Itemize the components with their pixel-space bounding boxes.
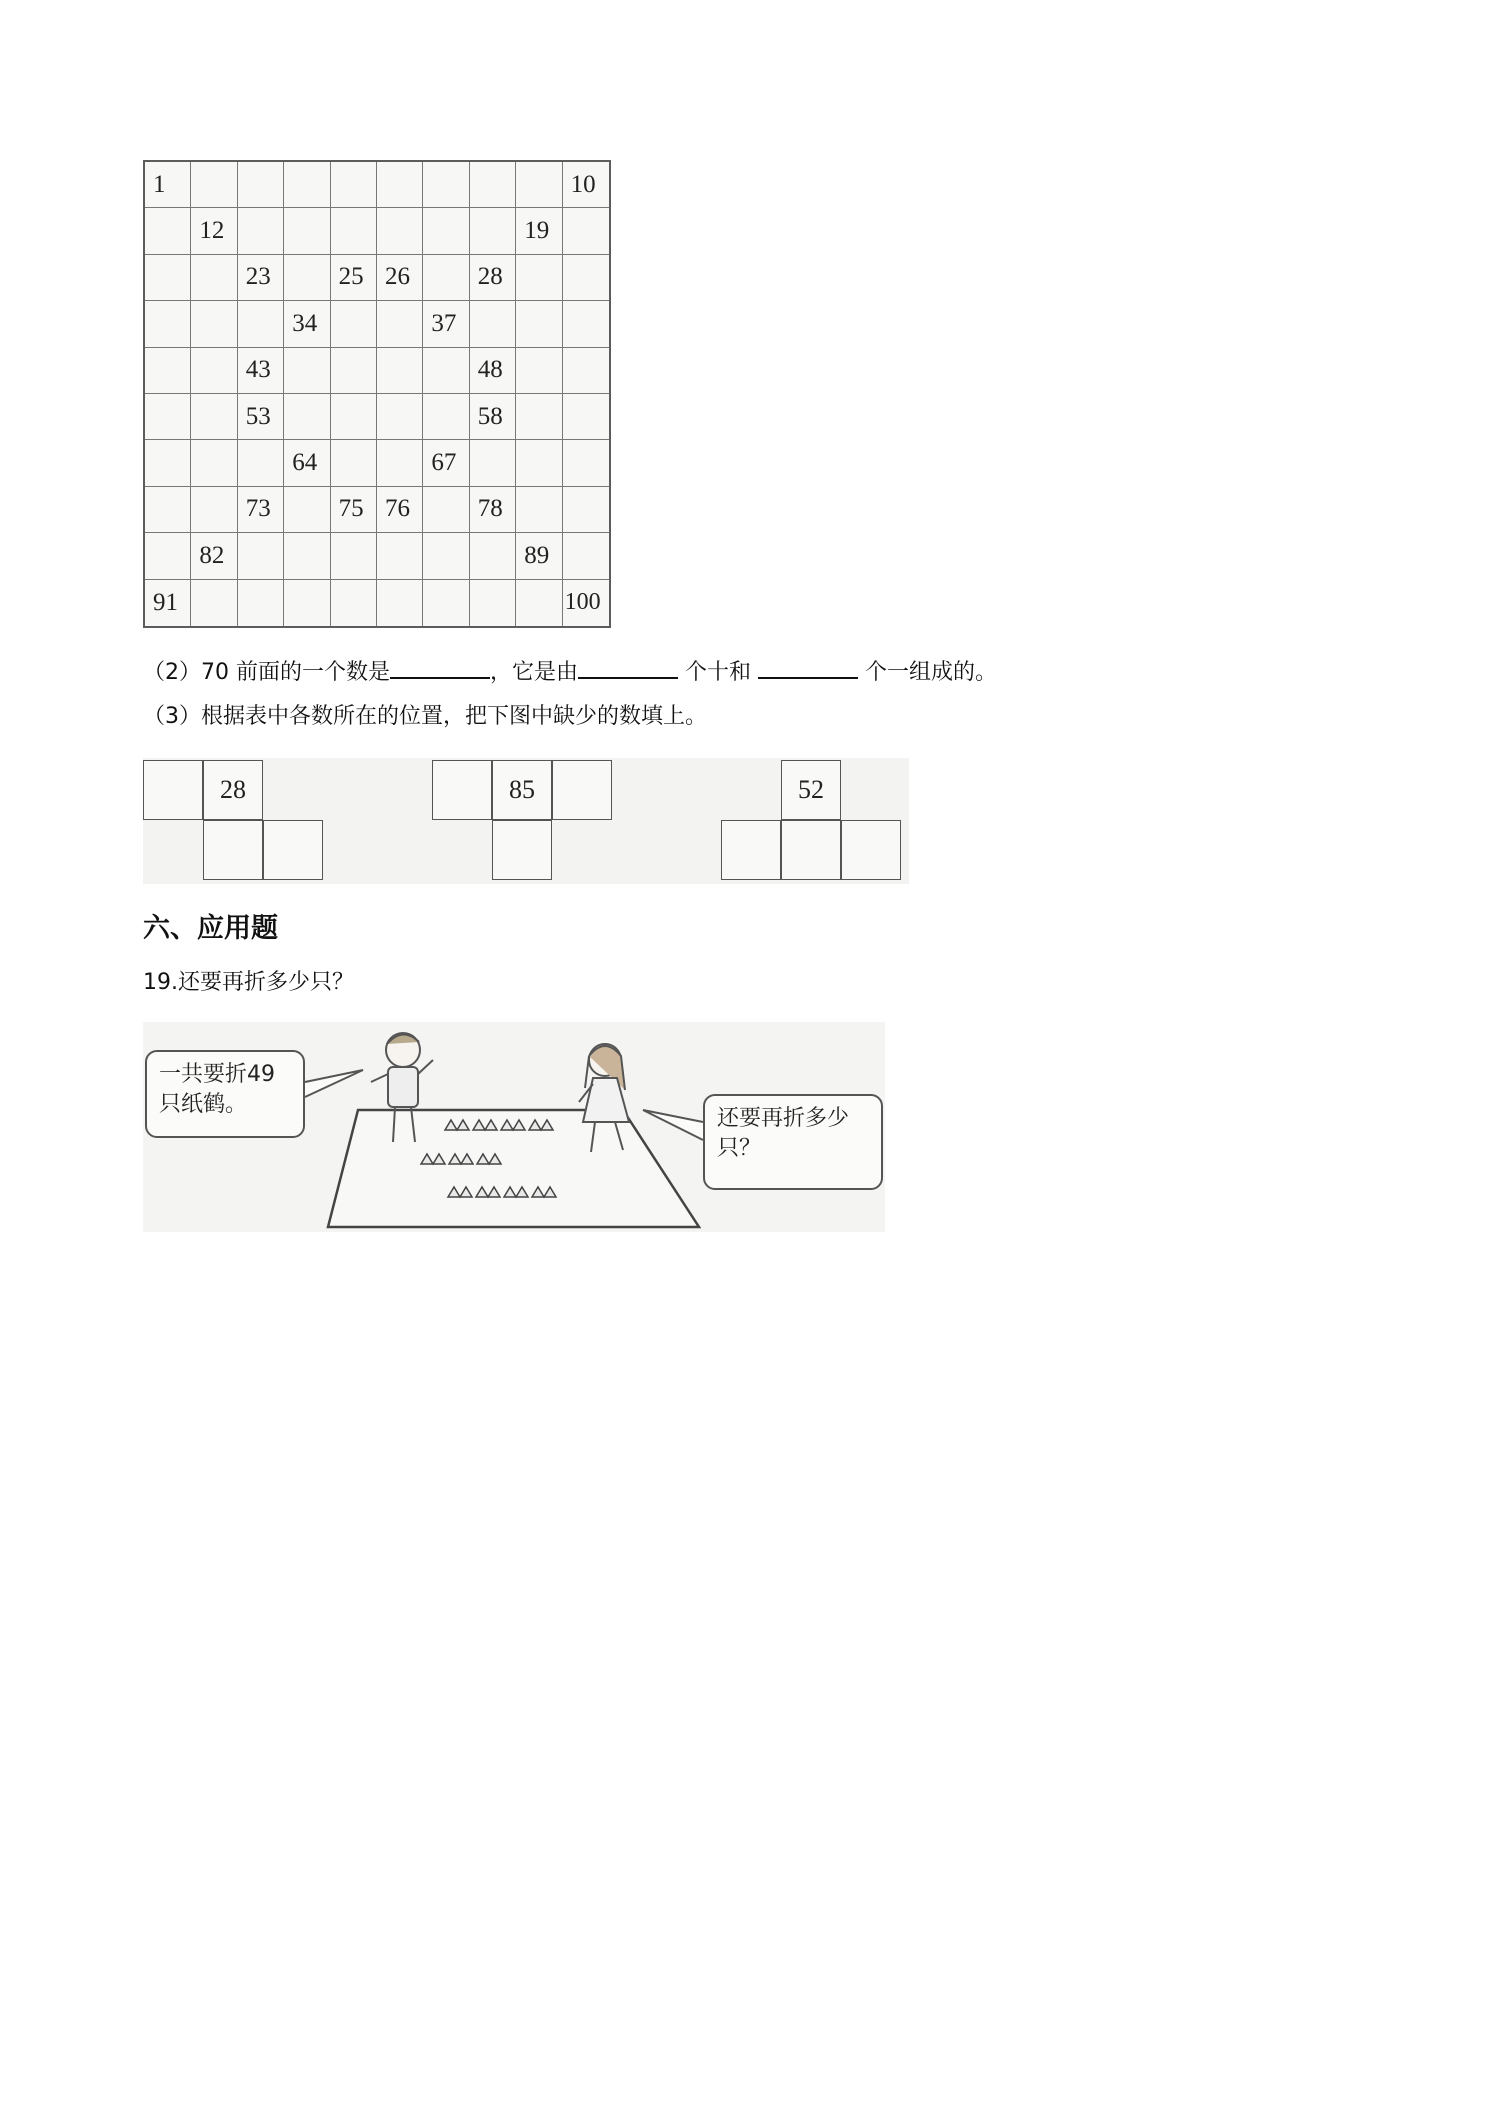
- problem-19-illustration: [143, 1022, 885, 1232]
- grid-fragments: [143, 758, 909, 884]
- grid-cell-number: 91: [145, 580, 191, 626]
- grid-cell-empty[interactable]: [516, 440, 562, 486]
- grid-cell-empty[interactable]: [423, 487, 469, 533]
- grid-cell-number: 76: [377, 487, 423, 533]
- fragment-b-below-blank[interactable]: [492, 820, 552, 880]
- question-2: [143, 655, 997, 688]
- grid-cell-empty[interactable]: [191, 255, 237, 301]
- grid-cell-empty[interactable]: [563, 208, 609, 254]
- grid-cell-empty[interactable]: [563, 533, 609, 579]
- grid-cell-empty[interactable]: [238, 162, 284, 208]
- grid-cell-number: 23: [238, 255, 284, 301]
- boy-bubble-tail: [305, 1070, 363, 1097]
- grid-cell-empty[interactable]: [516, 348, 562, 394]
- grid-cell-empty[interactable]: [516, 162, 562, 208]
- grid-cell-number: 67: [423, 440, 469, 486]
- grid-cell-empty[interactable]: [377, 348, 423, 394]
- grid-cell-empty[interactable]: [516, 301, 562, 347]
- grid-cell-number: 75: [331, 487, 377, 533]
- grid-cell-empty[interactable]: [563, 301, 609, 347]
- grid-cell-empty[interactable]: [331, 208, 377, 254]
- grid-cell-number: 58: [470, 394, 516, 440]
- grid-cell-number: 53: [238, 394, 284, 440]
- question-3: （3）根据表中各数所在的位置，把下图中缺少的数填上。: [143, 704, 707, 729]
- grid-cell-empty[interactable]: [191, 301, 237, 347]
- boy-speech-text: 一共要折49只纸鹤。: [159, 1062, 275, 1117]
- girl-speech-text: 还要再折多少只？: [717, 1106, 850, 1161]
- grid-cell-empty[interactable]: [377, 208, 423, 254]
- table: [328, 1110, 699, 1227]
- question-2-middle2: 个十和: [678, 660, 759, 685]
- question-2-middle: ，它是由: [490, 660, 579, 685]
- grid-cell-empty[interactable]: [470, 580, 516, 626]
- grid-cell-empty[interactable]: [238, 301, 284, 347]
- grid-cell-empty[interactable]: [238, 533, 284, 579]
- grid-cell-empty[interactable]: [423, 162, 469, 208]
- grid-cell-number: 26: [377, 255, 423, 301]
- grid-cell-empty[interactable]: [331, 348, 377, 394]
- grid-cell-empty[interactable]: [377, 440, 423, 486]
- grid-cell-empty[interactable]: [423, 348, 469, 394]
- section-title: 六、应用题: [143, 913, 278, 944]
- fragment-c-below-blank[interactable]: [781, 820, 841, 880]
- grid-cell-number: 34: [284, 301, 330, 347]
- grid-cell-empty[interactable]: [563, 348, 609, 394]
- grid-cell-empty[interactable]: [191, 162, 237, 208]
- grid-cell-number: 78: [470, 487, 516, 533]
- grid-cell-empty[interactable]: [191, 348, 237, 394]
- grid-cell-empty[interactable]: [470, 208, 516, 254]
- grid-cell-empty[interactable]: [284, 394, 330, 440]
- grid-cell-empty[interactable]: [377, 301, 423, 347]
- fragment-b-left-blank[interactable]: [432, 760, 492, 820]
- grid-cell-empty[interactable]: [145, 394, 191, 440]
- grid-cell-number: 10: [563, 162, 609, 208]
- grid-cell-empty[interactable]: [470, 533, 516, 579]
- grid-cell-empty[interactable]: [145, 301, 191, 347]
- fragment-c-known: 52: [781, 760, 841, 820]
- grid-cell-number: 64: [284, 440, 330, 486]
- grid-cell-number: 37: [423, 301, 469, 347]
- grid-cell-empty[interactable]: [284, 162, 330, 208]
- grid-cell-number: 28: [470, 255, 516, 301]
- grid-cell-empty[interactable]: [377, 162, 423, 208]
- grid-cell-empty[interactable]: [516, 580, 562, 626]
- fragment-b-known: 85: [492, 760, 552, 820]
- grid-cell-number: 43: [238, 348, 284, 394]
- question-2-suffix: 个一组成的。: [858, 660, 998, 685]
- answer-blank-1[interactable]: [390, 655, 490, 679]
- grid-cell-empty[interactable]: [563, 394, 609, 440]
- grid-cell-empty[interactable]: [331, 394, 377, 440]
- grid-cell-empty[interactable]: [238, 580, 284, 626]
- grid-cell-empty[interactable]: [284, 533, 330, 579]
- fragment-a-below-right-blank[interactable]: [263, 820, 323, 880]
- answer-blank-2[interactable]: [578, 655, 678, 679]
- grid-cell-empty[interactable]: [470, 301, 516, 347]
- grid-cell-empty[interactable]: [377, 533, 423, 579]
- grid-cell-empty[interactable]: [238, 208, 284, 254]
- grid-cell-number: 19: [516, 208, 562, 254]
- grid-cell-empty[interactable]: [191, 440, 237, 486]
- grid-cell-empty[interactable]: [331, 580, 377, 626]
- grid-cell-empty[interactable]: [331, 440, 377, 486]
- grid-cell-empty[interactable]: [516, 487, 562, 533]
- grid-cell-empty[interactable]: [423, 255, 469, 301]
- grid-cell-number: 100: [564, 589, 601, 616]
- grid-cell-empty[interactable]: [191, 394, 237, 440]
- fragment-a-known: 28: [203, 760, 263, 820]
- grid-cell-empty[interactable]: [145, 208, 191, 254]
- grid-cell-empty[interactable]: [284, 348, 330, 394]
- grid-cell-empty[interactable]: [191, 487, 237, 533]
- grid-cell-number: 25: [331, 255, 377, 301]
- question-2-prefix: （2）70 前面的一个数是: [143, 660, 390, 685]
- grid-cell-empty[interactable]: [191, 580, 237, 626]
- fragment-c-below-left-blank[interactable]: [721, 820, 781, 880]
- grid-cell-empty[interactable]: [377, 580, 423, 626]
- grid-cell-empty[interactable]: [145, 348, 191, 394]
- grid-cell-number: 89: [516, 533, 562, 579]
- grid-cell-empty[interactable]: [423, 208, 469, 254]
- grid-cell-empty[interactable]: [145, 487, 191, 533]
- grid-cell-empty[interactable]: [145, 533, 191, 579]
- fragment-a-below-blank[interactable]: [203, 820, 263, 880]
- grid-cell-number: 1: [145, 162, 191, 208]
- grid-cell-empty[interactable]: [563, 487, 609, 533]
- grid-cell-number: 12: [191, 208, 237, 254]
- grid-cell-empty[interactable]: [423, 533, 469, 579]
- scene-drawing: [143, 1022, 885, 1232]
- fragment-c-below-right-blank[interactable]: [841, 820, 901, 880]
- grid-cell-empty[interactable]: [331, 533, 377, 579]
- grid-cell-empty[interactable]: [516, 255, 562, 301]
- grid-cell-empty[interactable]: [284, 208, 330, 254]
- grid-cell-empty[interactable]: [145, 255, 191, 301]
- girl-bubble-tail: [643, 1110, 703, 1140]
- grid-cell-empty[interactable]: [238, 440, 284, 486]
- grid-cell-empty[interactable]: [470, 440, 516, 486]
- grid-cell-empty[interactable]: [145, 440, 191, 486]
- fragment-b-right-blank[interactable]: [552, 760, 612, 820]
- grid-cell-number: 82: [191, 533, 237, 579]
- grid-cell-empty[interactable]: [563, 255, 609, 301]
- grid-cell-empty[interactable]: [284, 255, 330, 301]
- grid-cell-empty[interactable]: [423, 580, 469, 626]
- grid-cell-empty[interactable]: [563, 440, 609, 486]
- grid-cell-empty[interactable]: [470, 162, 516, 208]
- grid-cell-empty[interactable]: [331, 162, 377, 208]
- answer-blank-3[interactable]: [758, 655, 858, 679]
- grid-cell-empty[interactable]: [516, 394, 562, 440]
- hundred-chart: [143, 160, 611, 628]
- problem-19-label: 19.还要再折多少只？: [143, 970, 354, 995]
- grid-cell-empty[interactable]: [423, 394, 469, 440]
- grid-cell-empty[interactable]: [284, 487, 330, 533]
- grid-cell-empty[interactable]: [284, 580, 330, 626]
- fragment-a-left-blank[interactable]: [143, 760, 203, 820]
- grid-cell-empty[interactable]: [377, 394, 423, 440]
- grid-cell-number: 73: [238, 487, 284, 533]
- grid-cell-empty[interactable]: [331, 301, 377, 347]
- grid-cell-number: 48: [470, 348, 516, 394]
